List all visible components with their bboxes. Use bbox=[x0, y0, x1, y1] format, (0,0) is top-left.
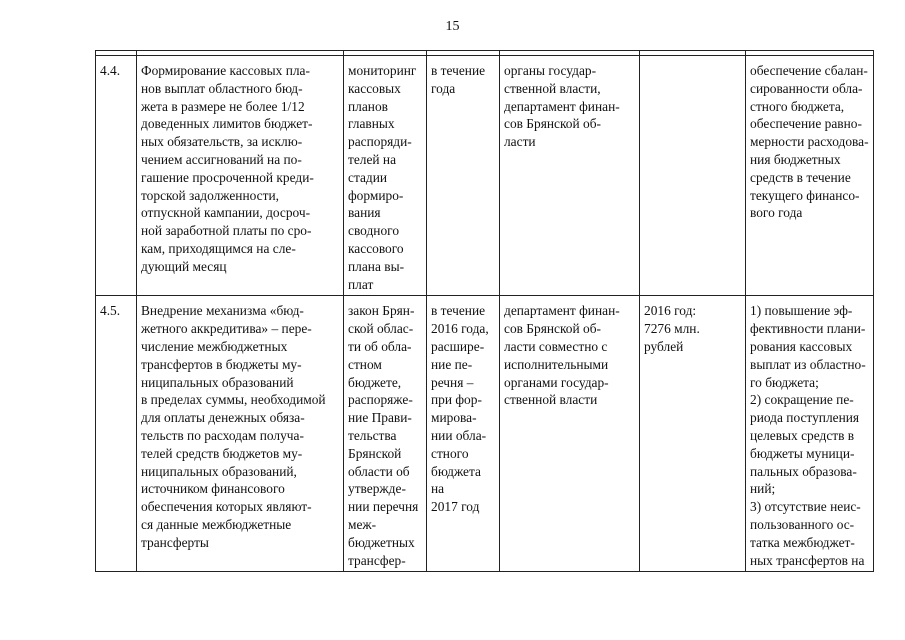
amount-cell bbox=[640, 56, 746, 296]
amount-cell: 2016 год: 7276 млн. рублей bbox=[640, 296, 746, 572]
result-cell: 1) повышение эф- фективности плани- рования кассовых выплат из областно- го бюджета; 2) сокращение пе- риода поступления целевых средств в бюджеты муници- пальных образова- ний; 3) отсутствие неис- пользованного ос- татка межбюджет- ных трансфертов на bbox=[746, 296, 874, 572]
row-number: 4.5. bbox=[96, 296, 137, 572]
executor-cell: органы государ- ственной власти, департамент финан- сов Брянской об- ласти bbox=[500, 56, 640, 296]
result-cell: обеспечение сбалан- сированности обла- стного бюджета, обеспечение равно- мерности расходова- ния бюджетных средств в течение текущего финансо- вого года bbox=[746, 56, 874, 296]
term-cell: в течение года bbox=[427, 56, 500, 296]
table-row bbox=[96, 56, 874, 296]
measures-table bbox=[95, 50, 874, 572]
page-number: 15 bbox=[445, 19, 460, 34]
measure-cell: Формирование кассовых пла- нов выплат областного бюд- жета в размере не более 1/12 доведенных лимитов бюджет- ных обязательств, за исклю- чением ассигнований на по- гашение просроченной креди- торской задолженности, отпускной кампании, досроч- ной заработной платы по сро- кам, приходящимся на сле- дующий месяц bbox=[137, 56, 344, 296]
basis-cell: закон Брян- ской облас- ти об обла- стном бюджете, распоряже- ние Прави- тельства Брянской области об утвержде- нии перечня меж- бюджетных трансфер- bbox=[344, 296, 427, 572]
row-number: 4.4. bbox=[96, 56, 137, 296]
basis-cell: мониторинг кассовых планов главных распоряди- телей на стадии формиро- вания сводного кассового плана вы- плат bbox=[344, 56, 427, 296]
term-cell: в течение 2016 года, расшире- ние пе- речня – при фор- мирова- нии обла- стного бюджета на 2017 год bbox=[427, 296, 500, 572]
executor-cell: департамент финан- сов Брянской об- ласти совместно с исполнительными органами государ- ственной власти bbox=[500, 296, 640, 572]
measure-cell: Внедрение механизма «бюд- жетного аккредитива» – пере- числение межбюджетных трансфертов в бюджеты му- ниципальных образований в пределах суммы, необходимой для оплаты денежных обяза- тельств по расходам получа- телей средств бюджетов му- ниципальных образований, источником финансового обеспечения которых являют- ся данные межбюджетные трансферты bbox=[137, 296, 344, 572]
table-row bbox=[96, 296, 874, 572]
